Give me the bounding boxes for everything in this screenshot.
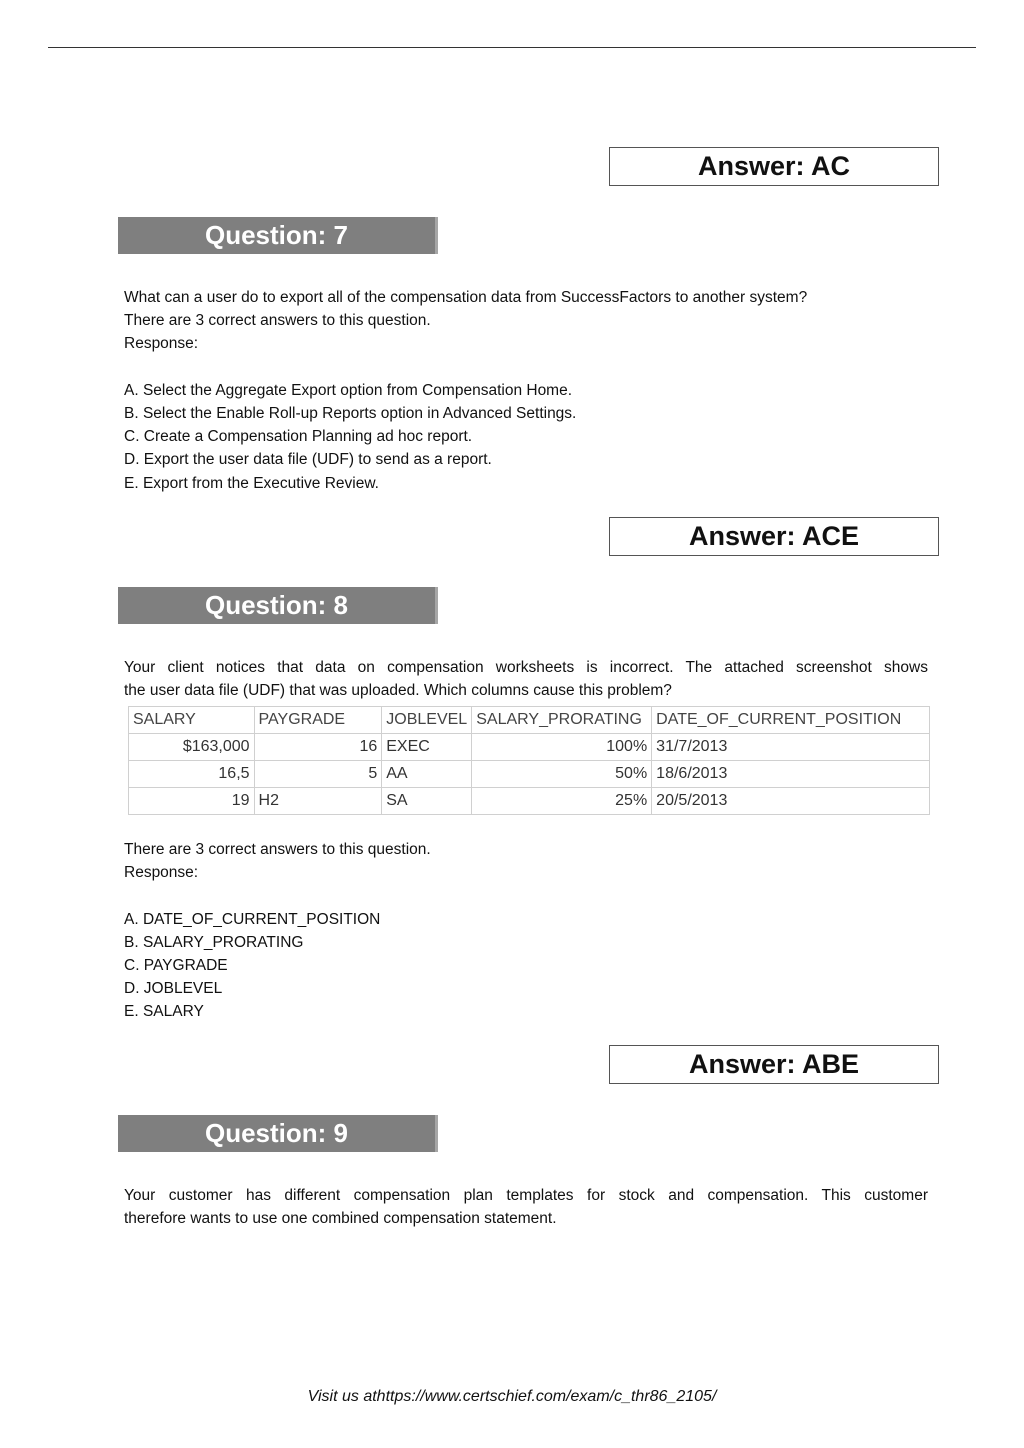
option-b: B. SALARY_PRORATING: [124, 933, 304, 951]
cell-joblevel: EXEC: [382, 734, 472, 761]
option-a: A. DATE_OF_CURRENT_POSITION: [124, 910, 381, 928]
option-d: D. JOBLEVEL: [124, 980, 223, 998]
answer-box-q6: [609, 147, 939, 186]
table-header-row: [129, 707, 930, 734]
option-c: C. Create a Compensation Planning ad hoc report.: [124, 428, 473, 446]
cell-salary: 16,5: [129, 761, 255, 788]
question-title: Question: 9: [204, 1118, 348, 1148]
question-8-prompt: [124, 656, 928, 702]
cell-date: 18/6/2013: [652, 761, 930, 788]
answer-count-note: There are 3 correct answers to this question.: [124, 312, 431, 330]
footer-visit-link[interactable]: Visit us athttps://www.certschief.com/exam/c_thr86_2105/: [307, 1388, 717, 1405]
cell-salary-prorating: 50%: [472, 761, 652, 788]
table-row: [129, 734, 930, 761]
question-7-header: [118, 217, 438, 254]
answer-count-note: There are 3 correct answers to this question.: [124, 841, 431, 858]
table-row: [129, 761, 930, 788]
answer-text: Answer: ABE: [688, 1049, 860, 1079]
question-7-body: [124, 286, 928, 495]
table-row: [129, 788, 930, 815]
cell-date: 20/5/2013: [652, 788, 930, 815]
cell-date: 31/7/2013: [652, 734, 930, 761]
option-d: D. Export the user data file (UDF) to send as a report.: [124, 451, 492, 469]
answer-box-q8: [609, 1045, 939, 1084]
response-label: Response:: [124, 864, 199, 882]
answer-box-q7: [609, 517, 939, 556]
question-prompt: What can a user do to export all of the compensation data from SuccessFactors to another system?: [124, 289, 808, 306]
option-e: E. SALARY: [124, 1003, 204, 1021]
column-header-salary: SALARY: [129, 707, 255, 734]
question-title: Question: 8: [204, 590, 348, 620]
udf-screenshot-table: [128, 706, 930, 815]
question-8-body: [124, 838, 928, 1024]
answer-text: Answer: ACE: [688, 521, 860, 551]
response-label: Response:: [124, 335, 199, 353]
option-b: B. Select the Enable Roll-up Reports option in Advanced Settings.: [124, 405, 577, 422]
cell-paygrade: 5: [254, 761, 382, 788]
cell-paygrade: 16: [254, 734, 382, 761]
question-prompt-line-1: Your customer has different compensation plan templates for stock and compensation. This customer: [124, 1187, 928, 1204]
answer-text: Answer: AC: [697, 151, 851, 181]
cell-salary: 19: [129, 788, 255, 815]
cell-salary: $163,000: [129, 734, 255, 761]
question-prompt-line-2: the user data file (UDF) that was uploaded. Which columns cause this problem?: [124, 682, 672, 700]
question-prompt-line-2: therefore wants to use one combined compensation statement.: [124, 1210, 557, 1228]
column-header-joblevel: JOBLEVEL: [382, 707, 472, 734]
question-title: Question: 7: [204, 220, 348, 250]
cell-joblevel: SA: [382, 788, 472, 815]
option-e: E. Export from the Executive Review.: [124, 474, 379, 492]
cell-salary-prorating: 25%: [472, 788, 652, 815]
cell-salary-prorating: 100%: [472, 734, 652, 761]
top-divider: [48, 47, 976, 48]
column-header-date-of-current-position: DATE_OF_CURRENT_POSITION: [652, 707, 930, 734]
question-9-header: [118, 1115, 438, 1152]
question-9-prompt: [124, 1184, 928, 1230]
cell-paygrade: H2: [254, 788, 382, 815]
question-8-header: [118, 587, 438, 624]
question-prompt-line-1: Your client notices that data on compensation worksheets is incorrect. The attached screenshot shows: [124, 659, 928, 676]
column-header-salary-prorating: SALARY_PRORATING: [472, 707, 652, 734]
option-a: A. Select the Aggregate Export option from Compensation Home.: [124, 381, 573, 399]
option-c: C. PAYGRADE: [124, 957, 228, 974]
cell-joblevel: AA: [382, 761, 472, 788]
column-header-paygrade: PAYGRADE: [254, 707, 382, 734]
